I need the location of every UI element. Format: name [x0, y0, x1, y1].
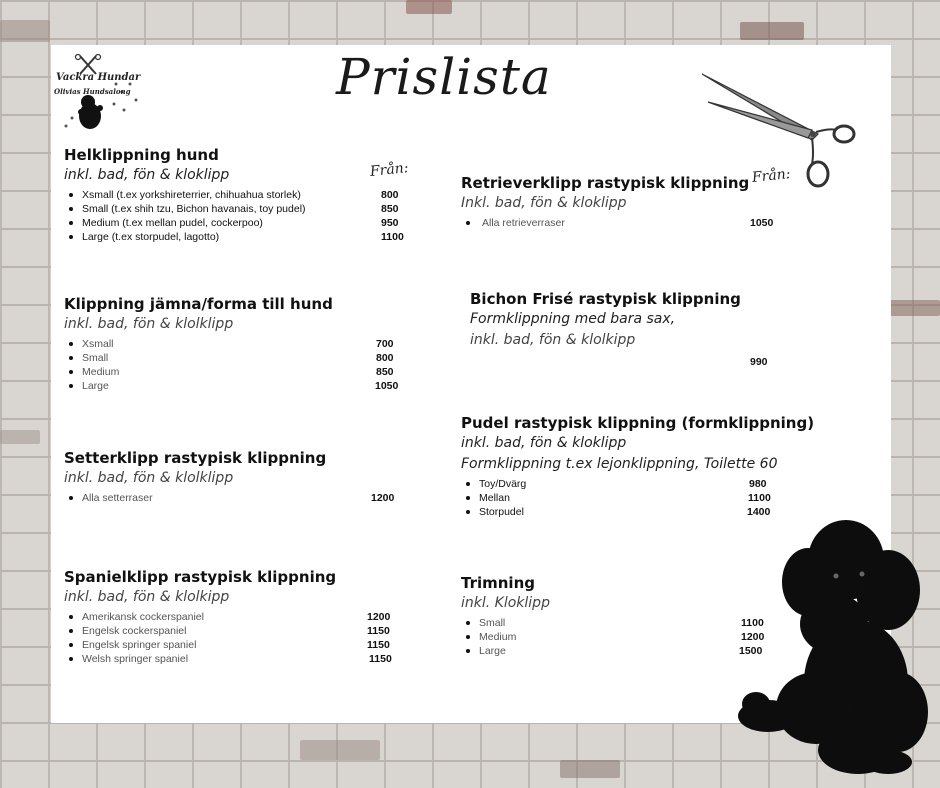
list-item: Amerikansk cockerspaniel 1200 — [64, 610, 424, 624]
from-label-right: Från: — [751, 166, 792, 186]
price: 1050 — [375, 380, 399, 392]
price-list — [461, 216, 841, 230]
list-item: Medium 850 — [64, 365, 424, 379]
list-item: Xsmall 700 — [64, 337, 424, 351]
price: 800 — [376, 352, 394, 364]
section-subtitle: inkl. bad, fön & klolkipp — [64, 589, 230, 605]
section-subtitle-2: inkl. bad, fön & klolkipp — [470, 332, 636, 348]
section-subtitle: Inkl. bad, fön & kloklipp — [461, 195, 627, 211]
price: 850 — [376, 366, 394, 378]
list-item: Storpudel 1400 — [461, 505, 861, 519]
price: 1500 — [739, 645, 763, 657]
section-bichon-frise — [470, 289, 850, 351]
price: 950 — [381, 217, 399, 229]
list-item: Alla setterraser 1200 — [64, 491, 424, 505]
price: 850 — [381, 203, 399, 215]
section-subtitle: inkl. bad, fön & kloklipp — [64, 167, 230, 183]
list-item: Toy/Dvärg 980 — [461, 477, 861, 491]
section-heading: Helklippning hund — [64, 146, 219, 164]
list-item: Welsh springer spaniel 1150 — [64, 652, 424, 666]
scissors-icon — [700, 70, 860, 190]
section-helklippning — [64, 145, 424, 244]
list-item: Small 800 — [64, 351, 424, 365]
price-list — [64, 491, 424, 505]
section-retrieverklipp — [461, 173, 841, 230]
brick-spot — [560, 760, 620, 778]
list-item: Large 1500 — [461, 644, 841, 658]
section-subtitle: inkl. bad, fön & klolklipp — [64, 470, 234, 486]
section-subtitle: Formklippning med bara sax, — [470, 311, 676, 327]
list-item: Large (t.ex storpudel, lagotto) 1100 — [64, 230, 424, 244]
list-item: Medium (t.ex mellan pudel, cockerpoo) 950 — [64, 216, 424, 230]
section-subtitle: inkl. bad, fön & kloklipp — [461, 435, 627, 451]
section-setterklipp — [64, 448, 424, 505]
brick-spot — [406, 0, 452, 14]
price: 1200 — [741, 631, 765, 643]
list-item: Small (t.ex shih tzu, Bichon havanais, toy pudel) 850 — [64, 202, 424, 216]
logo-subname: Olivias Hundsalong — [54, 87, 131, 96]
section-heading: Setterklipp rastypisk klippning — [64, 449, 327, 467]
price: 980 — [749, 478, 767, 490]
price: 1200 — [371, 492, 395, 504]
section-subtitle: inkl. Kloklipp — [461, 595, 550, 611]
section-pudel — [461, 413, 861, 519]
page-title: Prislista — [336, 48, 552, 106]
list-item: Engelsk springer spaniel 1150 — [64, 638, 424, 652]
section-heading: Retrieverklipp rastypisk klippning — [461, 174, 750, 192]
brick-spot — [300, 740, 380, 760]
list-item: Xsmall (t.ex yorkshireterrier, chihuahua storlek) 800 — [64, 188, 424, 202]
list-item: Mellan 1100 — [461, 491, 861, 505]
section-subtitle-2: Formklippning t.ex lejonklippning, Toilette 60 — [461, 456, 778, 472]
from-label-left: Från: — [369, 160, 410, 180]
list-item: Small 1100 — [461, 616, 841, 630]
price: 700 — [376, 338, 394, 350]
section-heading: Spanielklipp rastypisk klippning — [64, 568, 337, 586]
brick-spot — [890, 300, 940, 316]
price: 1100 — [381, 231, 404, 243]
section-spanielklipp — [64, 567, 424, 666]
section-heading: Bichon Frisé rastypisk klippning — [470, 290, 741, 308]
brick-spot — [740, 22, 804, 40]
price: 1050 — [750, 217, 774, 229]
price: 1100 — [748, 492, 771, 504]
section-heading: Pudel rastypisk klippning (formklippning) — [461, 414, 815, 432]
price: 1150 — [369, 653, 392, 665]
price: 1150 — [367, 639, 390, 651]
brick-spot — [0, 430, 40, 444]
price: 800 — [381, 189, 399, 201]
price: 1100 — [741, 617, 764, 629]
price: 990 — [750, 356, 768, 368]
brick-spot — [0, 20, 50, 42]
price: 1200 — [367, 611, 391, 623]
list-item: Engelsk cockerspaniel 1150 — [64, 624, 424, 638]
price-list — [64, 188, 424, 244]
price: 1150 — [367, 625, 390, 637]
section-heading: Trimning — [461, 574, 535, 592]
list-item: Alla retrieverraser 1050 — [461, 216, 841, 230]
logo-name: Vackra Hundar — [56, 72, 141, 83]
list-item: Medium 1200 — [461, 630, 841, 644]
section-heading: Klippning jämna/forma till hund — [64, 295, 333, 313]
price: 1400 — [747, 506, 771, 518]
section-subtitle: inkl. bad, fön & klolklipp — [64, 316, 234, 332]
poodle-image — [738, 512, 938, 776]
section-klippning-jamna — [64, 294, 424, 393]
price-list — [64, 610, 424, 666]
list-item: Large 1050 — [64, 379, 424, 393]
salon-logo — [52, 54, 142, 136]
price-list — [64, 337, 424, 393]
